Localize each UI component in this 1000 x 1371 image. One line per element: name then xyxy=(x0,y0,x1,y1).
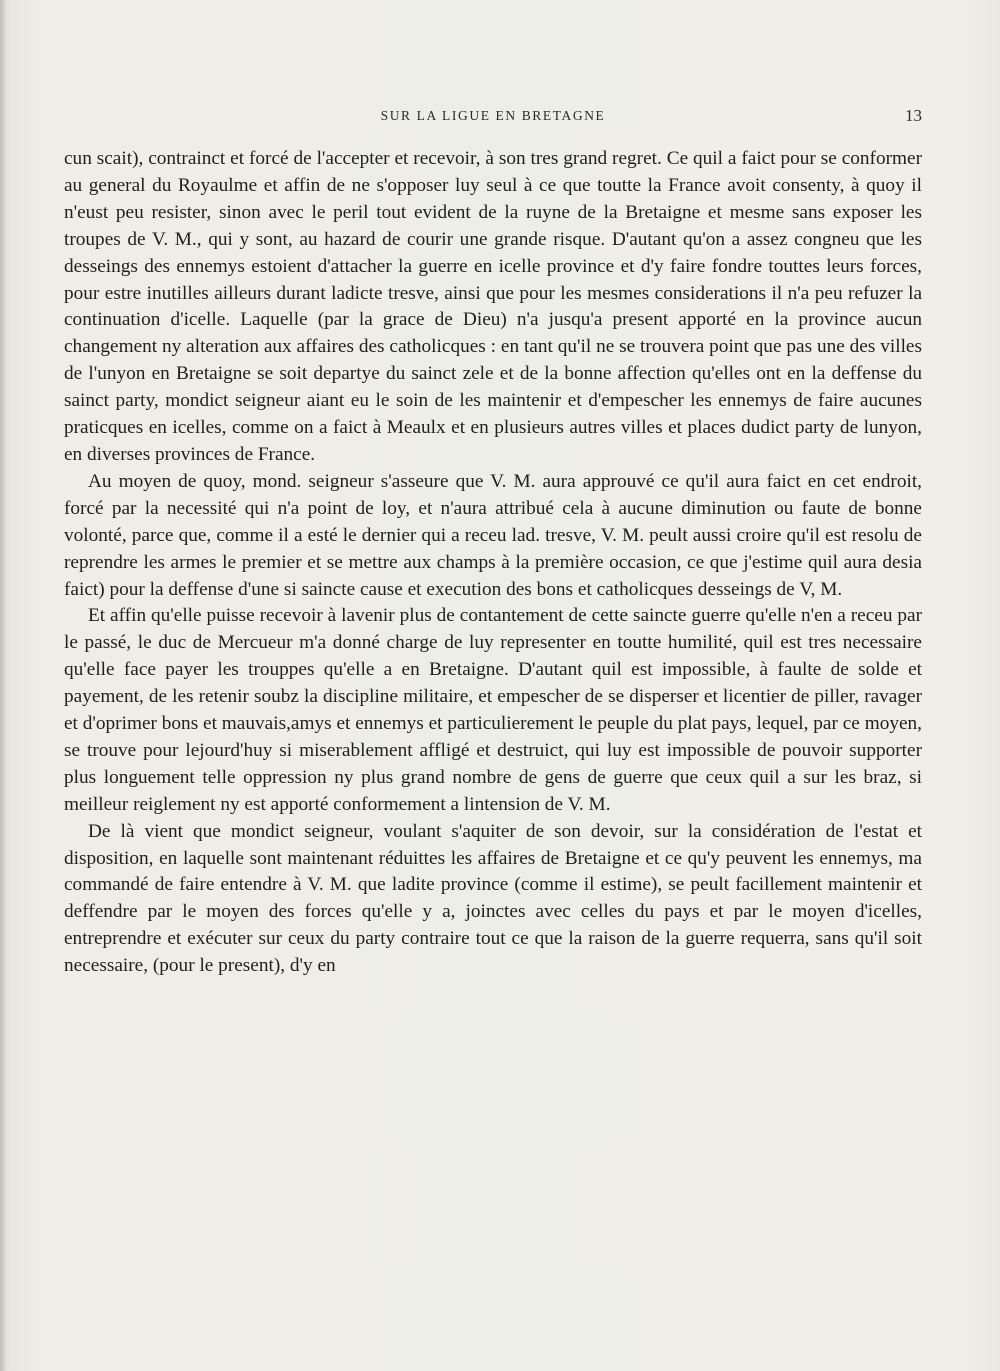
body-text xyxy=(64,146,922,980)
page-number: 13 xyxy=(905,106,922,125)
running-title: SUR LA LIGUE EN BRETAGNE xyxy=(380,108,606,123)
paragraph: Et affin qu'elle puisse recevoir à lavenir plus de contantement de cette saincte guerre qu'elle n'en a receu par le passé, le duc de Mercueur m'a donné charge de luy representer en toutte humilité, quil est tres necessaire qu'elle face payer les trouppes qu'elle a en Bretaigne. D'autant quil est impossible, à faulte de solde et payement, de les retenir soubz la discipline militaire, et empescher de se disperser et licentier de piller, ravager et d'oprimer bons et mauvais,amys et ennemys et particulierement le peuple du plat pays, lequel, par ce moyen, se trouve pour lejourd'huy si miserablement affligé et destruict, qui luy est impossible de pouvoir supporter plus longuement telle oppression ny plus grand nombre de gens de guerre que ceux quil a sur les braz, si meilleur reiglement ny est apporté conformement a lintension de V. M. xyxy=(64,605,922,815)
paragraph-continuation: cun scait), contrainct et forcé de l'accepter et recevoir, à son tres grand regret. Ce quil a faict pour se conformer au general du Royaulme et affin de ne s'opposer luy seul à ce que toutte la France avoit consenty, à quoy il n'eust peu resister, sinon avec le peril tout evident de la ruyne de la Bretaigne et mesme sans exposer les troupes de V. M., qui y sont, au hazard de courir une grande risque. D'autant qu'on a assez congneu que les desseings des ennemys estoient d'attacher la guerre en icelle province et d'y faire fondre touttes leurs forces, pour estre inutilles ailleurs durant ladicte tresve, ainsi que pour les mesmes considerations il n'a peu refuzer la continuation d'icelle. Laquelle (par la grace de Dieu) n'a jusqu'a present apporté en la province aucun changement ny alteration aux affaires des catholicques : en tant qu'il ne se trouvera point que pas une des villes de l'unyon en Bretaigne se soit departye du sainct zele et de la bonne affection qu'elles ont en la deffense du sainct party, mondict seigneur aiant eu le soin de les maintenir et d'empescher les ennemys de faire aucunes praticques en icelles, comme on a faict à Meaulx et en plusieurs autres villes et places dudict party de lunyon, en diverses provinces de France. xyxy=(64,148,922,465)
paragraph: Au moyen de quoy, mond. seigneur s'asseure que V. M. aura approuvé ce qu'il aura faict en cet endroit, forcé par la necessité qui n'a point de loy, et n'aura attribué cela à aucune diminution ou faute de bonne volonté, parce que, comme il a esté le dernier qui a receu lad. tresve, V. M. peult aussi croire qu'il est resolu de reprendre les armes le premier et se mettre aux champs à la première occasion, ce que j'estime quil aura desia faict) pour la deffense d'une si saincte cause et execution des bons et catholicques desseings de V, M. xyxy=(64,470,922,600)
running-head xyxy=(64,108,922,128)
page-edge-shadow xyxy=(0,0,6,1371)
paragraph: De là vient que mondict seigneur, voulant s'aquiter de son devoir, sur la considération de l'estat et disposition, en laquelle sont maintenant réduittes les affaires de Bretaigne et ce qu'y peuvent les ennemys, ma commandé de faire entendre à V. M. que ladite province (comme il estime), se peult facillement maintenir et deffendre par le moyen des forces qu'elle y a, joinctes avec celles du pays et par le moyen d'icelles, entreprendre et exécuter sur ceux du party contraire tout ce que la raison de la guerre requerra, sans qu'il soit necessaire, (pour le present), d'y en xyxy=(64,820,922,977)
